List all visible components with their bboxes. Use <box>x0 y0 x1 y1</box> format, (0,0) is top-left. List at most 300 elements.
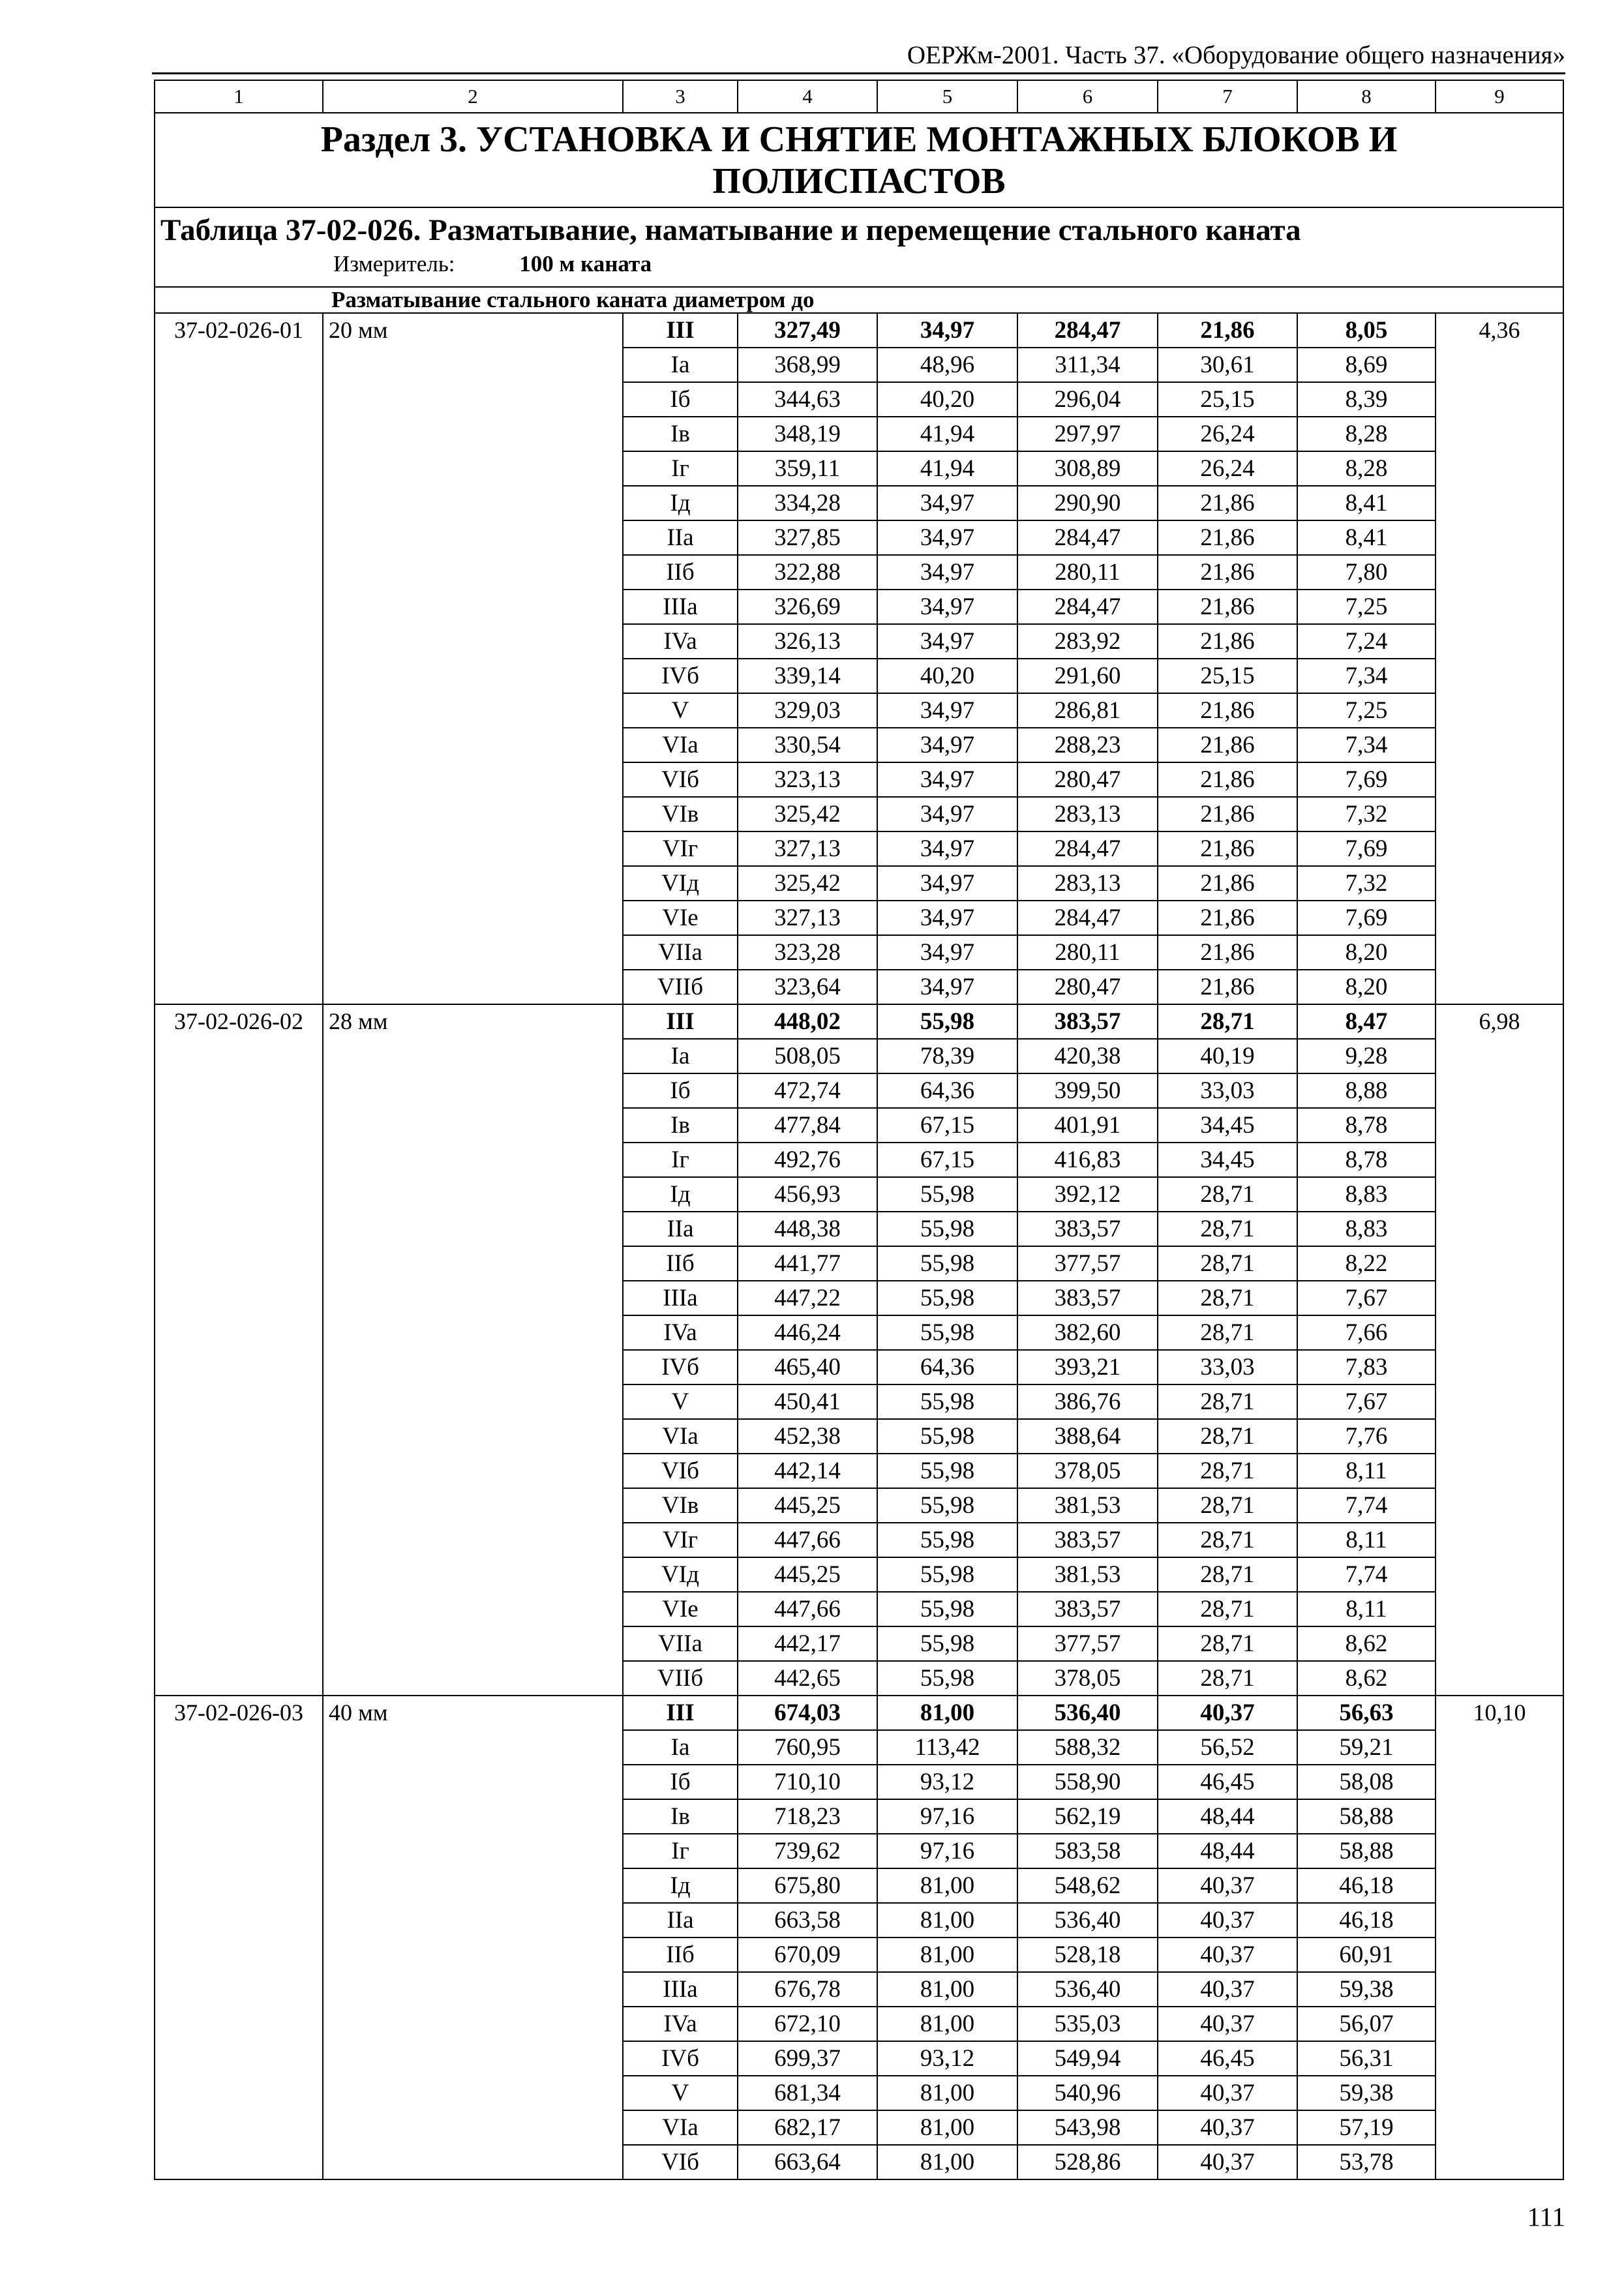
value-cell: 383,57 <box>1017 1592 1158 1626</box>
value-cell: 28,71 <box>1158 1384 1297 1419</box>
zone-cell: VIa <box>623 2110 738 2145</box>
zone-cell: IIIa <box>623 590 738 624</box>
value-cell: 334,28 <box>738 486 877 520</box>
value-cell: 55,98 <box>877 1454 1017 1488</box>
column-number: 8 <box>1297 80 1436 113</box>
value-cell: 8,47 <box>1297 1004 1436 1039</box>
value-cell: 344,63 <box>738 382 877 417</box>
value-cell: 40,19 <box>1158 1039 1297 1073</box>
value-cell: 739,62 <box>738 1834 877 1868</box>
value-cell: 34,97 <box>877 831 1017 866</box>
value-cell: 528,86 <box>1017 2145 1158 2179</box>
value-cell: 682,17 <box>738 2110 877 2145</box>
value-cell: 8,20 <box>1297 970 1436 1004</box>
value-cell: 21,86 <box>1158 590 1297 624</box>
value-cell: 7,74 <box>1297 1488 1436 1523</box>
value-cell: 8,78 <box>1297 1143 1436 1177</box>
value-cell: 441,77 <box>738 1246 877 1281</box>
value-cell: 25,15 <box>1158 659 1297 693</box>
zone-cell: VIг <box>623 831 738 866</box>
value-cell: 322,88 <box>738 555 877 590</box>
rates-table <box>154 80 1564 2180</box>
value-cell: 34,97 <box>877 935 1017 970</box>
value-cell: 359,11 <box>738 451 877 486</box>
value-cell: 7,69 <box>1297 762 1436 797</box>
value-cell: 535,03 <box>1017 2007 1158 2041</box>
zone-cell: IIa <box>623 520 738 555</box>
value-cell: 21,86 <box>1158 555 1297 590</box>
value-cell: 40,37 <box>1158 2007 1297 2041</box>
rate-code: 37-02-026-02 <box>155 1004 323 1696</box>
value-cell: 447,66 <box>738 1523 877 1557</box>
value-cell: 290,90 <box>1017 486 1158 520</box>
value-cell: 81,00 <box>877 1937 1017 1972</box>
column-number: 5 <box>877 80 1017 113</box>
value-cell: 28,71 <box>1158 1523 1297 1557</box>
value-cell: 46,18 <box>1297 1903 1436 1937</box>
value-cell: 59,38 <box>1297 1972 1436 2007</box>
value-cell: 28,71 <box>1158 1419 1297 1454</box>
value-cell: 7,25 <box>1297 693 1436 728</box>
value-cell: 9,28 <box>1297 1039 1436 1073</box>
value-cell: 81,00 <box>877 2007 1017 2041</box>
value-cell: 40,37 <box>1158 1696 1297 1730</box>
value-cell: 21,86 <box>1158 901 1297 935</box>
value-cell: 288,23 <box>1017 728 1158 762</box>
value-cell: 67,15 <box>877 1108 1017 1143</box>
value-cell: 28,71 <box>1158 1212 1297 1246</box>
zone-cell: IVб <box>623 2041 738 2076</box>
value-cell: 60,91 <box>1297 1937 1436 1972</box>
value-cell: 7,34 <box>1297 728 1436 762</box>
value-cell: 56,07 <box>1297 2007 1436 2041</box>
value-cell: 558,90 <box>1017 1765 1158 1799</box>
value-cell: 7,32 <box>1297 797 1436 831</box>
zone-cell: Ia <box>623 1730 738 1765</box>
value-cell: 28,71 <box>1158 1661 1297 1696</box>
value-cell: 381,53 <box>1017 1488 1158 1523</box>
value-cell: 7,32 <box>1297 866 1436 901</box>
value-cell: 26,24 <box>1158 417 1297 451</box>
value-cell: 93,12 <box>877 2041 1017 2076</box>
value-cell: 442,65 <box>738 1661 877 1696</box>
value-cell: 339,14 <box>738 659 877 693</box>
zone-cell: Iг <box>623 1143 738 1177</box>
value-cell: 330,54 <box>738 728 877 762</box>
value-cell: 388,64 <box>1017 1419 1158 1454</box>
rope-diameter: 20 мм <box>323 313 623 1004</box>
value-cell: 81,00 <box>877 2076 1017 2110</box>
value-cell: 348,19 <box>738 417 877 451</box>
value-cell: 30,61 <box>1158 348 1297 382</box>
zone-cell: IIa <box>623 1903 738 1937</box>
zone-cell: IIб <box>623 555 738 590</box>
value-cell: 8,41 <box>1297 486 1436 520</box>
value-cell: 325,42 <box>738 797 877 831</box>
column-number: 7 <box>1158 80 1297 113</box>
value-cell: 81,00 <box>877 2145 1017 2179</box>
value-cell: 326,13 <box>738 624 877 659</box>
value-cell: 28,71 <box>1158 1315 1297 1350</box>
rope-diameter: 28 мм <box>323 1004 623 1696</box>
value-cell: 284,47 <box>1017 313 1158 348</box>
value-cell: 34,97 <box>877 520 1017 555</box>
value-cell: 283,13 <box>1017 797 1158 831</box>
value-cell: 41,94 <box>877 451 1017 486</box>
value-cell: 21,86 <box>1158 693 1297 728</box>
value-cell: 40,37 <box>1158 2110 1297 2145</box>
value-cell: 8,88 <box>1297 1073 1436 1108</box>
value-cell: 382,60 <box>1017 1315 1158 1350</box>
value-cell: 55,98 <box>877 1592 1017 1626</box>
value-cell: 549,94 <box>1017 2041 1158 2076</box>
zone-cell: VIб <box>623 762 738 797</box>
value-cell: 7,80 <box>1297 555 1436 590</box>
zone-cell: V <box>623 693 738 728</box>
value-cell: 28,71 <box>1158 1004 1297 1039</box>
value-cell: 40,37 <box>1158 2145 1297 2179</box>
value-cell: 284,47 <box>1017 831 1158 866</box>
value-cell: 58,08 <box>1297 1765 1436 1799</box>
value-cell: 25,15 <box>1158 382 1297 417</box>
value-cell: 543,98 <box>1017 2110 1158 2145</box>
column-number: 6 <box>1017 80 1158 113</box>
value-cell: 442,17 <box>738 1626 877 1661</box>
value-cell: 26,24 <box>1158 451 1297 486</box>
value-cell: 448,38 <box>738 1212 877 1246</box>
rate-code: 37-02-026-03 <box>155 1696 323 2179</box>
value-cell: 401,91 <box>1017 1108 1158 1143</box>
value-cell: 477,84 <box>738 1108 877 1143</box>
value-cell: 8,62 <box>1297 1661 1436 1696</box>
value-cell: 55,98 <box>877 1523 1017 1557</box>
value-cell: 40,37 <box>1158 1972 1297 2007</box>
rate-code: 37-02-026-01 <box>155 313 323 1004</box>
value-cell: 327,13 <box>738 901 877 935</box>
table-title-row <box>155 207 1563 287</box>
zone-cell: VIв <box>623 797 738 831</box>
value-cell: 55,98 <box>877 1557 1017 1592</box>
value-cell: 393,21 <box>1017 1350 1158 1384</box>
value-cell: 8,11 <box>1297 1454 1436 1488</box>
value-cell: 48,96 <box>877 348 1017 382</box>
subheading: Разматывание стального каната диаметром до <box>155 287 1563 313</box>
value-cell: 21,86 <box>1158 762 1297 797</box>
value-cell: 8,11 <box>1297 1523 1436 1557</box>
value-cell: 97,16 <box>877 1834 1017 1868</box>
value-cell: 7,67 <box>1297 1281 1436 1315</box>
running-title: ОЕРЖм-2001. Часть 37. «Оборудование общего назначения» <box>907 41 1565 69</box>
value-cell: 663,64 <box>738 2145 877 2179</box>
zone-cell: Iв <box>623 417 738 451</box>
value-cell: 56,63 <box>1297 1696 1436 1730</box>
value-cell: 445,25 <box>738 1557 877 1592</box>
value-cell: 447,22 <box>738 1281 877 1315</box>
measure-label: Измеритель: <box>333 251 455 277</box>
value-cell: 699,37 <box>738 2041 877 2076</box>
value-cell: 323,64 <box>738 970 877 1004</box>
zone-cell: Iд <box>623 486 738 520</box>
value-cell: 40,20 <box>877 382 1017 417</box>
value-cell: 672,10 <box>738 2007 877 2041</box>
value-cell: 718,23 <box>738 1799 877 1834</box>
zone-cell: Iв <box>623 1799 738 1834</box>
value-cell: 81,00 <box>877 2110 1017 2145</box>
subheading-row <box>155 287 1563 313</box>
value-cell: 81,00 <box>877 1903 1017 1937</box>
value-cell: 378,05 <box>1017 1661 1158 1696</box>
header-rule <box>152 72 1565 74</box>
zone-cell: IIб <box>623 1937 738 1972</box>
value-cell: 21,86 <box>1158 486 1297 520</box>
value-cell: 383,57 <box>1017 1281 1158 1315</box>
column-number: 2 <box>323 80 623 113</box>
zone-cell: VIд <box>623 1557 738 1592</box>
value-cell: 64,36 <box>877 1073 1017 1108</box>
value-cell: 420,38 <box>1017 1039 1158 1073</box>
value-cell: 681,34 <box>738 2076 877 2110</box>
column-number: 1 <box>155 80 323 113</box>
value-cell: 34,97 <box>877 866 1017 901</box>
column-9-value: 6,98 <box>1436 1004 1563 1696</box>
measure-line <box>160 250 1563 278</box>
value-cell: 280,11 <box>1017 935 1158 970</box>
value-cell: 327,13 <box>738 831 877 866</box>
value-cell: 450,41 <box>738 1384 877 1419</box>
value-cell: 381,53 <box>1017 1557 1158 1592</box>
value-cell: 540,96 <box>1017 2076 1158 2110</box>
value-cell: 34,97 <box>877 728 1017 762</box>
value-cell: 548,62 <box>1017 1868 1158 1903</box>
value-cell: 21,86 <box>1158 935 1297 970</box>
value-cell: 48,44 <box>1158 1799 1297 1834</box>
value-cell: 7,76 <box>1297 1419 1436 1454</box>
value-cell: 280,11 <box>1017 555 1158 590</box>
value-cell: 46,45 <box>1158 2041 1297 2076</box>
value-cell: 377,57 <box>1017 1626 1158 1661</box>
value-cell: 291,60 <box>1017 659 1158 693</box>
value-cell: 536,40 <box>1017 1972 1158 2007</box>
value-cell: 286,81 <box>1017 693 1158 728</box>
zone-cell: Iд <box>623 1868 738 1903</box>
value-cell: 296,04 <box>1017 382 1158 417</box>
value-cell: 760,95 <box>738 1730 877 1765</box>
value-cell: 386,76 <box>1017 1384 1158 1419</box>
value-cell: 21,86 <box>1158 866 1297 901</box>
value-cell: 56,52 <box>1158 1730 1297 1765</box>
value-cell: 55,98 <box>877 1488 1017 1523</box>
value-cell: 40,37 <box>1158 1868 1297 1903</box>
zone-cell: Iв <box>623 1108 738 1143</box>
value-cell: 34,97 <box>877 486 1017 520</box>
page-number: 111 <box>1527 2202 1565 2232</box>
value-cell: 280,47 <box>1017 970 1158 1004</box>
zone-cell: VIг <box>623 1523 738 1557</box>
value-cell: 327,85 <box>738 520 877 555</box>
table-title: Таблица 37-02-026. Разматывание, наматывание и перемещение стального каната <box>160 213 1301 247</box>
value-cell: 280,47 <box>1017 762 1158 797</box>
table-row <box>155 1696 1563 1730</box>
zone-cell: VIIб <box>623 970 738 1004</box>
value-cell: 28,71 <box>1158 1557 1297 1592</box>
zone-cell: VIIa <box>623 935 738 970</box>
value-cell: 368,99 <box>738 348 877 382</box>
value-cell: 445,25 <box>738 1488 877 1523</box>
zone-cell: III <box>623 1696 738 1730</box>
section-title <box>155 113 1563 207</box>
value-cell: 8,28 <box>1297 451 1436 486</box>
value-cell: 34,45 <box>1158 1143 1297 1177</box>
zone-cell: VIe <box>623 1592 738 1626</box>
value-cell: 583,58 <box>1017 1834 1158 1868</box>
value-cell: 528,18 <box>1017 1937 1158 1972</box>
zone-cell: IIIa <box>623 1281 738 1315</box>
section-title-line: ПОЛИСПАСТОВ <box>712 160 1006 202</box>
value-cell: 447,66 <box>738 1592 877 1626</box>
value-cell: 308,89 <box>1017 451 1158 486</box>
zone-cell: Iб <box>623 382 738 417</box>
table-row <box>155 1004 1563 1039</box>
value-cell: 93,12 <box>877 1765 1017 1799</box>
value-cell: 284,47 <box>1017 901 1158 935</box>
zone-cell: Iб <box>623 1073 738 1108</box>
value-cell: 55,98 <box>877 1419 1017 1454</box>
value-cell: 452,38 <box>738 1419 877 1454</box>
value-cell: 28,71 <box>1158 1281 1297 1315</box>
value-cell: 8,39 <box>1297 382 1436 417</box>
value-cell: 8,83 <box>1297 1177 1436 1212</box>
value-cell: 562,19 <box>1017 1799 1158 1834</box>
value-cell: 55,98 <box>877 1177 1017 1212</box>
value-cell: 55,98 <box>877 1626 1017 1661</box>
value-cell: 311,34 <box>1017 348 1158 382</box>
column-number: 9 <box>1436 80 1563 113</box>
value-cell: 399,50 <box>1017 1073 1158 1108</box>
value-cell: 442,14 <box>738 1454 877 1488</box>
value-cell: 46,18 <box>1297 1868 1436 1903</box>
value-cell: 40,37 <box>1158 2076 1297 2110</box>
value-cell: 34,45 <box>1158 1108 1297 1143</box>
value-cell: 7,74 <box>1297 1557 1436 1592</box>
value-cell: 33,03 <box>1158 1073 1297 1108</box>
value-cell: 34,97 <box>877 590 1017 624</box>
value-cell: 57,19 <box>1297 2110 1436 2145</box>
zone-cell: V <box>623 2076 738 2110</box>
value-cell: 283,92 <box>1017 624 1158 659</box>
value-cell: 67,15 <box>877 1143 1017 1177</box>
value-cell: 323,13 <box>738 762 877 797</box>
value-cell: 64,36 <box>877 1350 1017 1384</box>
section-title-row <box>155 113 1563 207</box>
value-cell: 377,57 <box>1017 1246 1158 1281</box>
value-cell: 8,83 <box>1297 1212 1436 1246</box>
value-cell: 8,62 <box>1297 1626 1436 1661</box>
measure-value: 100 м каната <box>519 251 652 277</box>
value-cell: 472,74 <box>738 1073 877 1108</box>
value-cell: 21,86 <box>1158 831 1297 866</box>
value-cell: 378,05 <box>1017 1454 1158 1488</box>
rope-diameter: 40 мм <box>323 1696 623 2179</box>
zone-cell: IIa <box>623 1212 738 1246</box>
value-cell: 21,86 <box>1158 728 1297 762</box>
value-cell: 81,00 <box>877 1868 1017 1903</box>
column-number: 4 <box>738 80 877 113</box>
value-cell: 8,28 <box>1297 417 1436 451</box>
zone-cell: Iб <box>623 1765 738 1799</box>
value-cell: 28,71 <box>1158 1488 1297 1523</box>
value-cell: 21,86 <box>1158 313 1297 348</box>
value-cell: 55,98 <box>877 1661 1017 1696</box>
zone-cell: III <box>623 313 738 348</box>
value-cell: 34,97 <box>877 693 1017 728</box>
zone-cell: IVa <box>623 2007 738 2041</box>
zone-cell: VIб <box>623 1454 738 1488</box>
value-cell: 8,69 <box>1297 348 1436 382</box>
value-cell: 492,76 <box>738 1143 877 1177</box>
value-cell: 676,78 <box>738 1972 877 2007</box>
value-cell: 508,05 <box>738 1039 877 1073</box>
value-cell: 8,11 <box>1297 1592 1436 1626</box>
value-cell: 113,42 <box>877 1730 1017 1765</box>
value-cell: 7,67 <box>1297 1384 1436 1419</box>
value-cell: 663,58 <box>738 1903 877 1937</box>
value-cell: 456,93 <box>738 1177 877 1212</box>
column-numbers-row <box>155 80 1563 113</box>
zone-cell: VIa <box>623 728 738 762</box>
value-cell: 46,45 <box>1158 1765 1297 1799</box>
value-cell: 416,83 <box>1017 1143 1158 1177</box>
value-cell: 446,24 <box>738 1315 877 1350</box>
value-cell: 8,05 <box>1297 313 1436 348</box>
value-cell: 325,42 <box>738 866 877 901</box>
value-cell: 34,97 <box>877 797 1017 831</box>
value-cell: 81,00 <box>877 1972 1017 2007</box>
zone-cell: IIб <box>623 1246 738 1281</box>
value-cell: 536,40 <box>1017 1696 1158 1730</box>
value-cell: 7,83 <box>1297 1350 1436 1384</box>
zone-cell: Iг <box>623 1834 738 1868</box>
value-cell: 55,98 <box>877 1212 1017 1246</box>
zone-cell: Ia <box>623 348 738 382</box>
zone-cell: VIIa <box>623 1626 738 1661</box>
value-cell: 21,86 <box>1158 970 1297 1004</box>
value-cell: 7,66 <box>1297 1315 1436 1350</box>
value-cell: 7,34 <box>1297 659 1436 693</box>
value-cell: 33,03 <box>1158 1350 1297 1384</box>
zone-cell: IVa <box>623 624 738 659</box>
value-cell: 28,71 <box>1158 1177 1297 1212</box>
value-cell: 28,71 <box>1158 1246 1297 1281</box>
value-cell: 674,03 <box>738 1696 877 1730</box>
value-cell: 329,03 <box>738 693 877 728</box>
value-cell: 383,57 <box>1017 1004 1158 1039</box>
zone-cell: IVб <box>623 1350 738 1384</box>
value-cell: 58,88 <box>1297 1799 1436 1834</box>
value-cell: 40,37 <box>1158 1937 1297 1972</box>
value-cell: 536,40 <box>1017 1903 1158 1937</box>
value-cell: 21,86 <box>1158 520 1297 555</box>
zone-cell: VIв <box>623 1488 738 1523</box>
zone-cell: Ia <box>623 1039 738 1073</box>
value-cell: 48,44 <box>1158 1834 1297 1868</box>
value-cell: 59,38 <box>1297 2076 1436 2110</box>
value-cell: 59,21 <box>1297 1730 1436 1765</box>
value-cell: 675,80 <box>738 1868 877 1903</box>
value-cell: 53,78 <box>1297 2145 1436 2179</box>
zone-cell: IVб <box>623 659 738 693</box>
column-9-value: 4,36 <box>1436 313 1563 1004</box>
value-cell: 326,69 <box>738 590 877 624</box>
